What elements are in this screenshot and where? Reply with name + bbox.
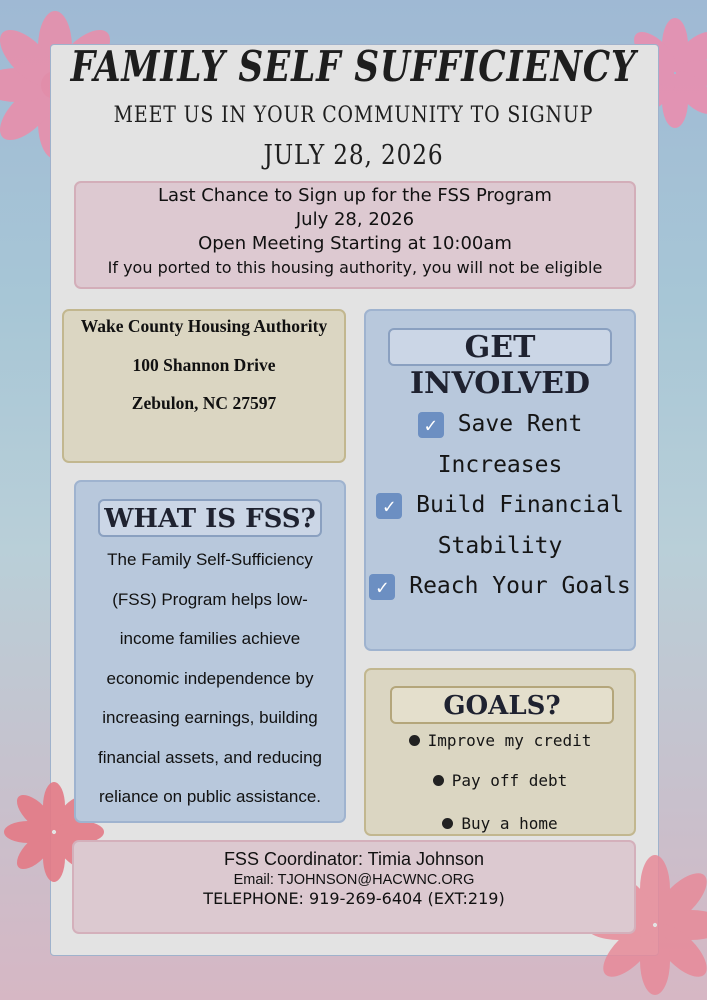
bullet-icon [409, 735, 420, 746]
checkmark-icon: ✓ [376, 493, 402, 519]
page-subtitle: MEET US IN YOUR COMMUNITY TO SIGNUP [113, 103, 594, 128]
coordinator-email: Email: TJOHNSON@HACWNC.ORG [233, 872, 475, 888]
fss-description: The Family Self-Sufficiency (FSS) Program helps low- income families achieve economic independence by increasing earnings, building financial assets, and reducing reliance on public assistance. [98, 550, 322, 806]
goal-item: Buy a home [366, 814, 634, 833]
city-state-zip: Zebulon, NC 27597 [131, 393, 277, 413]
goals-box [364, 668, 636, 836]
involved-item-cont: Increases [437, 452, 563, 478]
page-title: FAMILY SELF SUFFICIENCY [70, 42, 637, 91]
announcement-banner [74, 181, 636, 289]
goals-heading: GOALS? [390, 686, 614, 724]
checkmark-icon: ✓ [369, 574, 395, 600]
bullet-icon [433, 775, 444, 786]
banner-line-4: If you ported to this housing authority, you will not be eligible [107, 258, 603, 277]
get-involved-heading: GET INVOLVED [388, 328, 612, 366]
what-is-fss-heading: WHAT IS FSS? [98, 499, 322, 537]
event-date: JULY 28, 2026 [263, 140, 444, 171]
involved-item-cont: Stability [437, 533, 563, 559]
goal-item: Pay off debt [366, 771, 634, 790]
goal-item: Improve my credit [366, 731, 634, 750]
what-is-fss-box [74, 480, 346, 823]
involved-item: ✓ Build Financial [366, 485, 634, 526]
banner-line-1: Last Chance to Sign up for the FSS Program [158, 185, 552, 206]
coordinator-name: FSS Coordinator: Timia Johnson [223, 849, 485, 869]
checkmark-icon: ✓ [418, 412, 444, 438]
banner-line-3: Open Meeting Starting at 10:00am [198, 233, 512, 254]
involved-item: ✓ Save Rent [366, 404, 634, 445]
street-address: 100 Shannon Drive [132, 355, 276, 375]
involved-item: ✓ Reach Your Goals [366, 566, 634, 607]
bullet-icon [442, 818, 453, 829]
get-involved-box [364, 309, 636, 651]
organization-name: Wake County Housing Authority [80, 316, 328, 336]
coordinator-phone: TELEPHONE: 919-269-6404 (EXT:219) [203, 889, 505, 908]
banner-line-2: July 28, 2026 [295, 209, 415, 230]
contact-box [72, 840, 636, 934]
address-box [62, 309, 346, 463]
